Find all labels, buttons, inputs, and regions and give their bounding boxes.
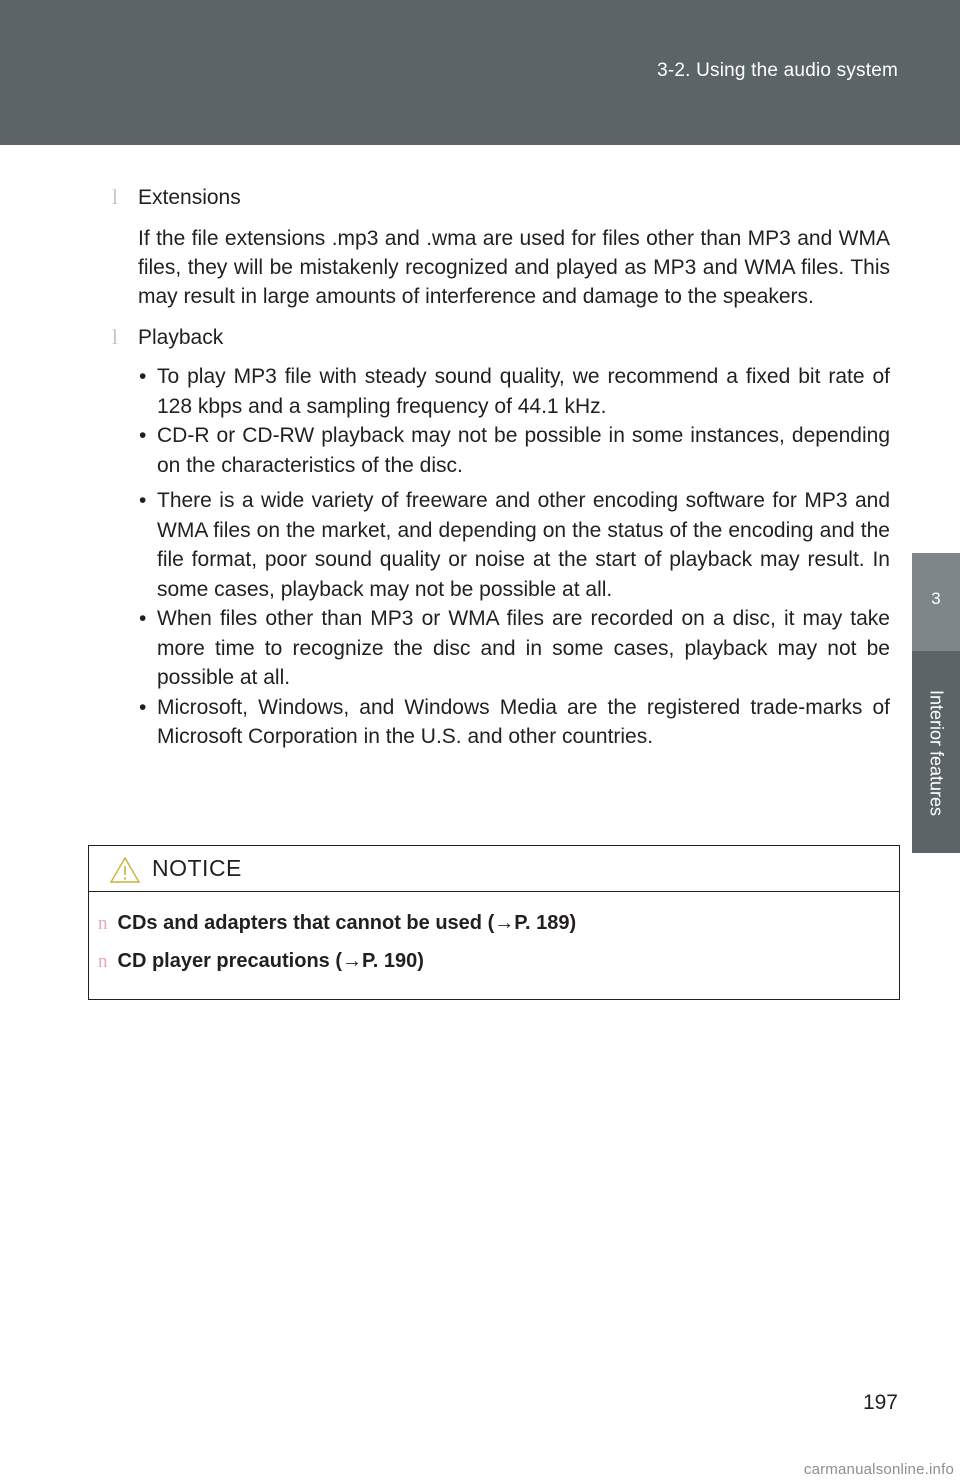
notice-link-cds-adapters[interactable]: n CDs and adapters that cannot be used (→P. 189)	[98, 912, 577, 934]
extensions-heading-text: Extensions	[138, 186, 241, 209]
chapter-label: Interior features	[926, 689, 947, 817]
list-item: • There is a wide variety of freeware and other encoding software for MP3 and WMA files on the market, and depending on the status of the encoding and the file format, poor sound quality or noise at the start of playback may result. In some cases, playback may not be possible at all.	[138, 486, 890, 604]
playback-heading	[106, 323, 890, 352]
page-number: 197	[862, 1391, 898, 1414]
watermark: carmanualsonline.info	[803, 1461, 954, 1478]
list-item: • To play MP3 file with steady sound quality, we recommend a fixed bit rate of 128 kbps and a sampling frequency of 44.1 kHz.	[138, 362, 890, 421]
list-item: • When files other than MP3 or WMA files are recorded on a disc, it may take more time to recognize the disc and in some cases, playback may not be possible at all.	[138, 604, 890, 693]
bullet-dot-icon: •	[139, 695, 147, 719]
list-item: • CD-R or CD-RW playback may not be possible in some instances, depending on the characteristics of the disc.	[138, 421, 890, 480]
page-content	[106, 183, 890, 752]
chapter-number: 3	[931, 589, 941, 608]
list-item: • Microsoft, Windows, and Windows Media are the registered trade-marks of Microsoft Corporation in the U.S. and other countries.	[138, 693, 890, 752]
bullet-marker-icon: l	[112, 325, 118, 349]
playback-list	[106, 362, 890, 752]
chapter-side-tab[interactable]	[912, 553, 960, 853]
notice-link-cd-precautions[interactable]: n CD player precautions (→P. 190)	[98, 950, 424, 972]
notice-header	[89, 846, 899, 892]
header-band	[0, 0, 960, 145]
section-title: 3-2. Using the audio system	[657, 60, 898, 81]
notice-box	[88, 845, 900, 1000]
bullet-marker-icon: l	[112, 185, 118, 209]
bullet-dot-icon: •	[139, 489, 147, 512]
notice-title: NOTICE	[152, 855, 242, 881]
notice-marker-icon: n	[98, 913, 108, 934]
extensions-body: If the file extensions .mp3 and .wma are used for files other than MP3 and WMA files, they will be mistakenly recognized and played as MP3 and WMA files. This may result in large amounts of interference and damage to the speakers.	[138, 227, 890, 308]
bullet-dot-icon: •	[139, 424, 147, 447]
playback-heading-text: Playback	[138, 326, 224, 349]
chapter-number-box	[912, 553, 960, 651]
bullet-dot-icon: •	[139, 607, 147, 630]
warning-triangle-icon	[109, 856, 141, 884]
extensions-heading	[106, 183, 890, 212]
bullet-dot-icon: •	[139, 365, 147, 388]
notice-marker-icon: n	[98, 951, 108, 972]
